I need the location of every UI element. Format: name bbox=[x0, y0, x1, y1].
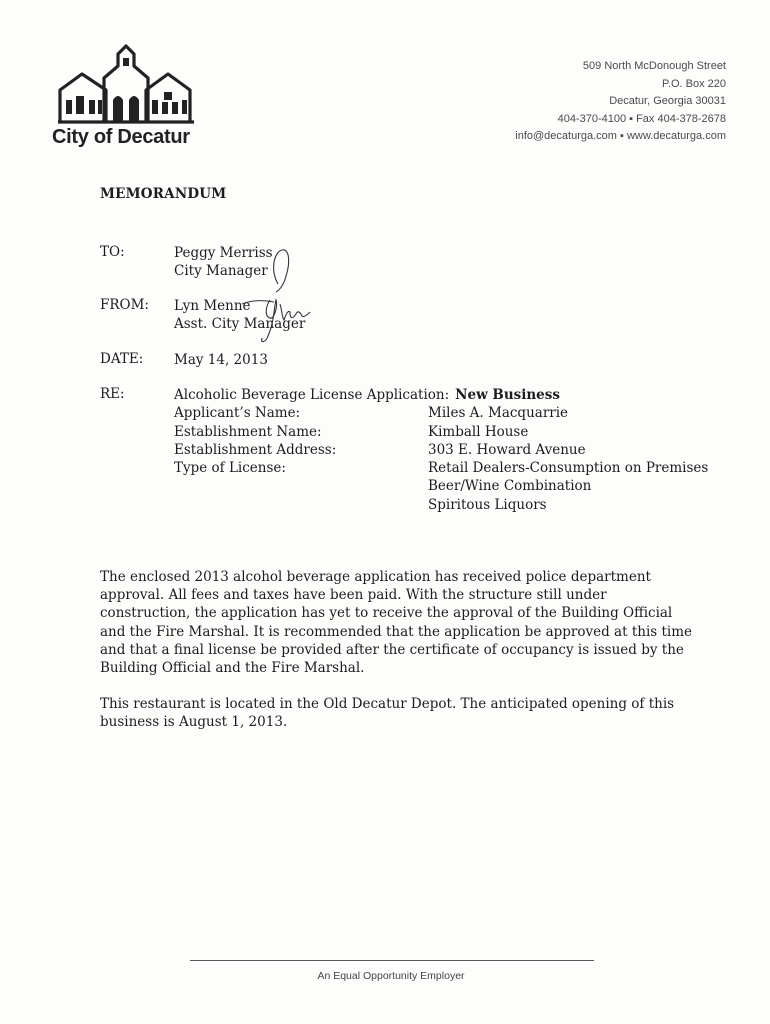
field-value: Spiritous Liquors bbox=[428, 496, 547, 513]
re-label: RE: bbox=[100, 386, 125, 402]
address-line: 509 North McDonough Street bbox=[582, 60, 726, 72]
body-paragraph-2: This restaurant is located in the Old Decatur Depot. The anticipated opening of this business is August 1, 2013. bbox=[100, 696, 675, 731]
field-key: Type of License: bbox=[174, 460, 286, 477]
re-subject: Alcoholic Beverage License Application: bbox=[174, 387, 450, 403]
field-key: Establishment Address: bbox=[174, 441, 337, 458]
from-label: FROM: bbox=[100, 297, 149, 313]
field-key bbox=[174, 477, 428, 495]
field-value: Retail Dealers-Consumption on Premises bbox=[428, 460, 709, 477]
re-field-row bbox=[174, 496, 708, 514]
memo-title: MEMORANDUM bbox=[100, 186, 227, 202]
date-label: DATE: bbox=[100, 351, 144, 367]
re-field-row bbox=[174, 459, 708, 477]
re-field-row bbox=[174, 477, 708, 495]
field-key: Applicant’s Name: bbox=[174, 405, 301, 422]
re-block bbox=[174, 386, 708, 514]
from-title: Asst. City Manager bbox=[174, 316, 306, 332]
city-buildings-icon bbox=[56, 44, 206, 126]
from-name: Lyn Menne bbox=[174, 298, 251, 314]
date-value: May 14, 2013 bbox=[174, 352, 268, 368]
footer-divider bbox=[190, 960, 594, 961]
re-field-row bbox=[174, 441, 708, 459]
email-web-line: info@decaturga.com ▪ www.decaturga.com bbox=[515, 130, 726, 142]
phone-fax-line: 404-370-4100 ▪ Fax 404-378-2678 bbox=[557, 112, 726, 125]
re-field-row bbox=[174, 423, 708, 441]
re-subject-type: New Business bbox=[455, 387, 560, 403]
to-name: Peggy Merriss bbox=[174, 245, 273, 261]
re-subject-row bbox=[174, 386, 708, 404]
city-logo bbox=[52, 44, 212, 156]
footer-text: An Equal Opportunity Employer bbox=[317, 970, 465, 982]
field-value: Beer/Wine Combination bbox=[428, 478, 592, 495]
re-field-row bbox=[174, 404, 708, 422]
handwritten-initials bbox=[240, 240, 320, 350]
field-value: Kimball House bbox=[428, 423, 529, 440]
body-paragraph-1: The enclosed 2013 alcohol beverage application has received police department approval. All fees and taxes have been paid. With the structure still under construction, the application has yet to receive the approval of the Building Official and the Fire Marshal. It is recommended that the application be approved at this time and that a final license be provided after the certificate of occupancy is issued by the Building Official and the Fire Marshal. bbox=[100, 569, 693, 677]
field-key: Establishment Name: bbox=[174, 423, 322, 440]
org-name: City of Decatur bbox=[52, 126, 190, 148]
to-title: City Manager bbox=[174, 263, 268, 279]
letterhead-address bbox=[515, 58, 726, 146]
field-key bbox=[174, 496, 428, 514]
address-line: P.O. Box 220 bbox=[661, 77, 726, 90]
address-line: Decatur, Georgia 30031 bbox=[609, 95, 726, 107]
field-value: Miles A. Macquarrie bbox=[428, 405, 569, 422]
field-value: 303 E. Howard Avenue bbox=[428, 441, 586, 458]
to-label: TO: bbox=[100, 244, 125, 260]
